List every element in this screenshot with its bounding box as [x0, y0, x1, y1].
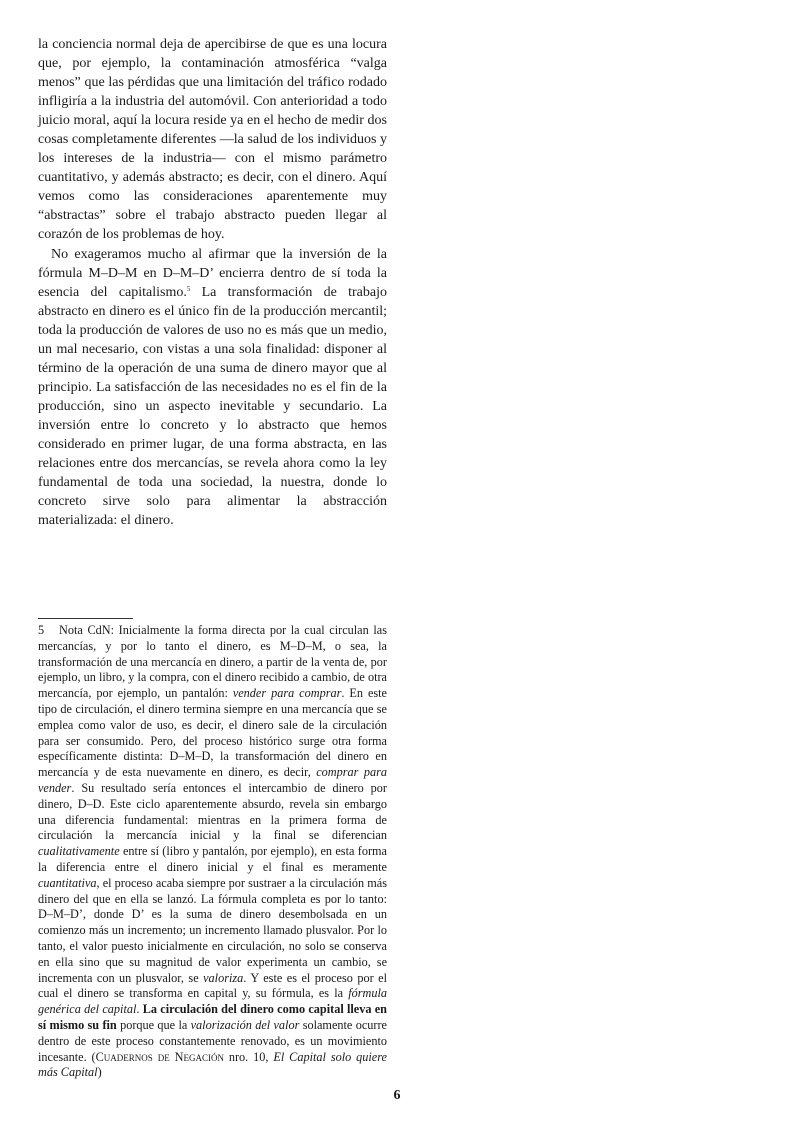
footnote-italic: fórmula genérica del capital — [38, 986, 387, 1017]
body-paragraph — [38, 245, 387, 531]
footnote-italic: cualitativamente — [38, 844, 120, 859]
page-number: 6 — [393, 1088, 401, 1103]
footnote-text: solamente ocurre dentro de este proceso constantemente renovado, es un movimiento incesante. ( — [38, 1017, 387, 1064]
footnote-bold: La circulación del dinero como capital lleva en sí mismo su fin — [38, 1002, 387, 1032]
footnote — [38, 623, 387, 1081]
footnote-text: entre sí (libro y pantalón, por ejemplo), en esta forma la diferencia entre el dinero inicial y el final es meramente — [38, 844, 387, 874]
footnote-text: ) — [97, 1065, 102, 1080]
footnote-text: , el proceso acaba siempre por sustraer a la circulación más dinero del que en ella se lanzó. La fórmula completa es por lo tanto: D–M–D’, donde D’ es la suma de dinero desembolsada en un comienzo más un incremento; un incremento llamado plusvalor. Por lo tanto, el valor puesto inicialmente en circulación, no solo se conserva en ella sino que su magnitud de valor experimenta un cambio, se incrementa con un plusvalor, se — [38, 875, 387, 985]
footnote-italic: comprar para vender — [38, 765, 387, 795]
footnote-text: nro. 10, — [223, 1049, 274, 1064]
footnote-italic: El Capital solo quiere más Capital — [38, 1049, 387, 1080]
footnote-italic: cuantitativa — [38, 875, 97, 890]
footnote-text: . Su resultado sería entonces el intercambio de dinero por dinero, D–D. Este ciclo aparentemente absurdo, revela sin embargo una diferencia fundamental: mientras en la primera forma de circulación la mercancía inicial y la final se diferencian — [38, 780, 387, 843]
footnote-number: 5 — [38, 623, 45, 637]
footnote-reference: 5 — [186, 284, 191, 293]
footnote-italic: valoriza — [203, 970, 244, 985]
footnote-italic: valorización del valor — [190, 1017, 300, 1032]
body-paragraph: la conciencia normal deja de apercibirse de que es una locura que, por ejemplo, la contaminación atmosférica “valga menos” que las pérdidas que una limitación del tráfico rodado infligiría a la industria del automóvil. Con anterioridad a todo juicio moral, aquí la locura reside ya en el hecho de medir dos cosas completamente diferentes —la salud de los individuos y los intereses de la industria— con el mismo parámetro cuantitativo, y además abstracto; es decir, con el dinero. Aquí vemos como las consideraciones aparentemente muy “abstractas” sobre el trabajo abstracto pueden llegar al corazón de los problemas de hoy. — [38, 37, 387, 243]
footnote-text: porque que la — [116, 1017, 191, 1032]
footnote-italic: vender para comprar — [232, 686, 342, 701]
footnote-separator — [38, 618, 133, 619]
footnote-text: . — [136, 1002, 143, 1017]
footnote-text: Nota CdN: Inicialmente la forma directa por la cual circulan las mercancías, y por lo tanto el dinero, es M–D–M, o sea, la transformación de una mercancía en dinero, a partir de la venta de, por ejemplo, un libro, y la compra, con el dinero recibido a cambio, de otra mercancía, por ejemplo, un pantalón: — [38, 623, 387, 701]
main-text-column — [38, 35, 387, 530]
footnote-text: . Y este es el proceso por el cual el dinero se transforma en capital y, su fórmula, es la — [38, 970, 387, 1001]
footnote-source-title: Cuadernos de Negación — [95, 1049, 224, 1064]
body-text: La transformación de trabajo abstracto en dinero es el único fin de la producción mercantil; toda la producción de valores de uso no es más que un medio, un mal necesario, con vistas a una sola finalidad: disponer al término de la operación de una suma de dinero mayor que al principio. La satisfacción de las necesidades no es el fin de la producción, sino un aspecto inevitable y secundario. La inversión entre lo concreto y lo abstracto que hemos considerado en primer lugar, de una forma abstracta, en las relaciones entre dos mercancías, se revela ahora como la ley fundamental de toda una sociedad, la nuestra, donde lo concreto sirve solo para alimentar la abstracción materializada: el dinero. — [38, 284, 387, 529]
body-text: No exageramos mucho al afirmar que la inversión de la fórmula M–D–M en D–M–D’ encierra dentro de sí toda la esencia del capitalismo. — [38, 246, 387, 300]
footnote-text: . En este tipo de circulación, el dinero termina siempre en una mercancía que se emplea como valor de uso, es decir, el dinero sale de la circulación para ser consumido. Pero, del proceso histórico surge otra forma específicamente distinta: D–M–D, la transformación del dinero en mercancía y de esta nuevamente en dinero, es decir, — [38, 686, 387, 780]
